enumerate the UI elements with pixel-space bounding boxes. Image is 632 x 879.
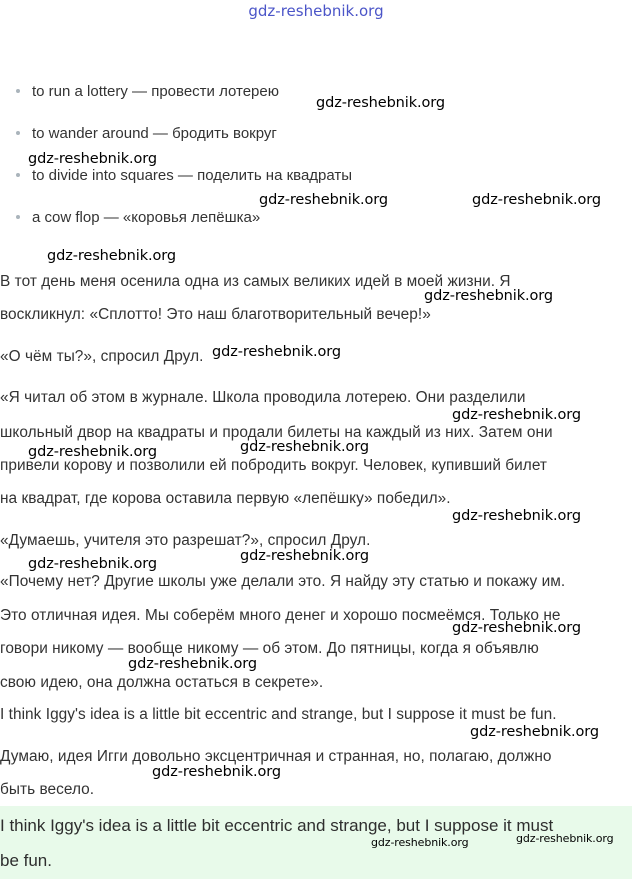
bullet-icon — [16, 215, 20, 219]
watermark: gdz-reshebnik.org — [240, 548, 369, 564]
text-line: «О чём ты?», спросил Друл. — [0, 348, 204, 365]
text-line: Думаю, идея Игги довольно эксцентричная и странная, но, полагаю, должно — [0, 748, 552, 765]
watermark: gdz-reshebnik.org — [371, 836, 469, 849]
vocabulary-item: to wander around — бродить вокруг — [16, 125, 277, 142]
vocabulary-item: to run a lottery — провести лотерею — [16, 83, 279, 100]
watermark: gdz-reshebnik.org — [47, 248, 176, 264]
watermark: gdz-reshebnik.org — [424, 288, 553, 304]
watermark: gdz-reshebnik.org — [472, 192, 601, 208]
watermark: gdz-reshebnik.org — [316, 95, 445, 111]
text-line: «Я читал об этом в журнале. Школа проводила лотерею. Они разделили — [0, 389, 526, 406]
answer-line: be fun. — [0, 851, 52, 870]
watermark: gdz-reshebnik.org — [452, 508, 581, 524]
text-line: I think Iggy's idea is a little bit eccentric and strange, but I suppose it must be fun. — [0, 706, 557, 723]
site-header-watermark[interactable]: gdz-reshebnik.org — [248, 2, 384, 20]
bullet-icon — [16, 89, 20, 93]
watermark: gdz-reshebnik.org — [516, 832, 614, 845]
watermark: gdz-reshebnik.org — [212, 344, 341, 360]
watermark: gdz-reshebnik.org — [259, 192, 388, 208]
watermark: gdz-reshebnik.org — [152, 764, 281, 780]
watermark: gdz-reshebnik.org — [240, 439, 369, 455]
vocabulary-item: a cow flop — «коровья лепёшка» — [16, 209, 260, 226]
text-line: «Почему нет? Другие школы уже делали это. Я найду эту статью и покажу им. — [0, 573, 566, 590]
watermark: gdz-reshebnik.org — [28, 151, 157, 167]
bullet-icon — [16, 131, 20, 135]
answer-line: I think Iggy's idea is a little bit eccentric and strange, but I suppose it must — [0, 816, 554, 835]
text-line: говори никому — вообще никому — об этом. До пятницы, когда я объявлю — [0, 640, 539, 657]
text-line: «Думаешь, учителя это разрешат?», спросил Друл. — [0, 532, 371, 549]
text-line: школьный двор на квадраты и продали билеты на каждый из них. Затем они — [0, 424, 553, 441]
text-line: привели корову и позволили ей побродить вокруг. Человек, купивший билет — [0, 457, 548, 474]
text-line: быть весело. — [0, 781, 95, 798]
text-line: на квадрат, где корова оставила первую «лепёшку» победил». — [0, 490, 451, 507]
watermark: gdz-reshebnik.org — [128, 656, 257, 672]
watermark: gdz-reshebnik.org — [452, 407, 581, 423]
text-line: воскликнул: «Сплотто! Это наш благотворительный вечер!» — [0, 306, 431, 323]
text-line: свою идею, она должна остаться в секрете». — [0, 674, 324, 691]
watermark: gdz-reshebnik.org — [28, 556, 157, 572]
watermark: gdz-reshebnik.org — [470, 724, 599, 740]
text-line: Это отличная идея. Мы соберём много денег и хорошо посмеёмся. Только не — [0, 607, 561, 624]
bullet-icon — [16, 173, 20, 177]
vocabulary-item: to divide into squares — поделить на квадраты — [16, 167, 352, 184]
watermark: gdz-reshebnik.org — [28, 444, 157, 460]
watermark: gdz-reshebnik.org — [452, 620, 581, 636]
text-line: В тот день меня осенила одна из самых великих идей в моей жизни. Я — [0, 273, 511, 290]
